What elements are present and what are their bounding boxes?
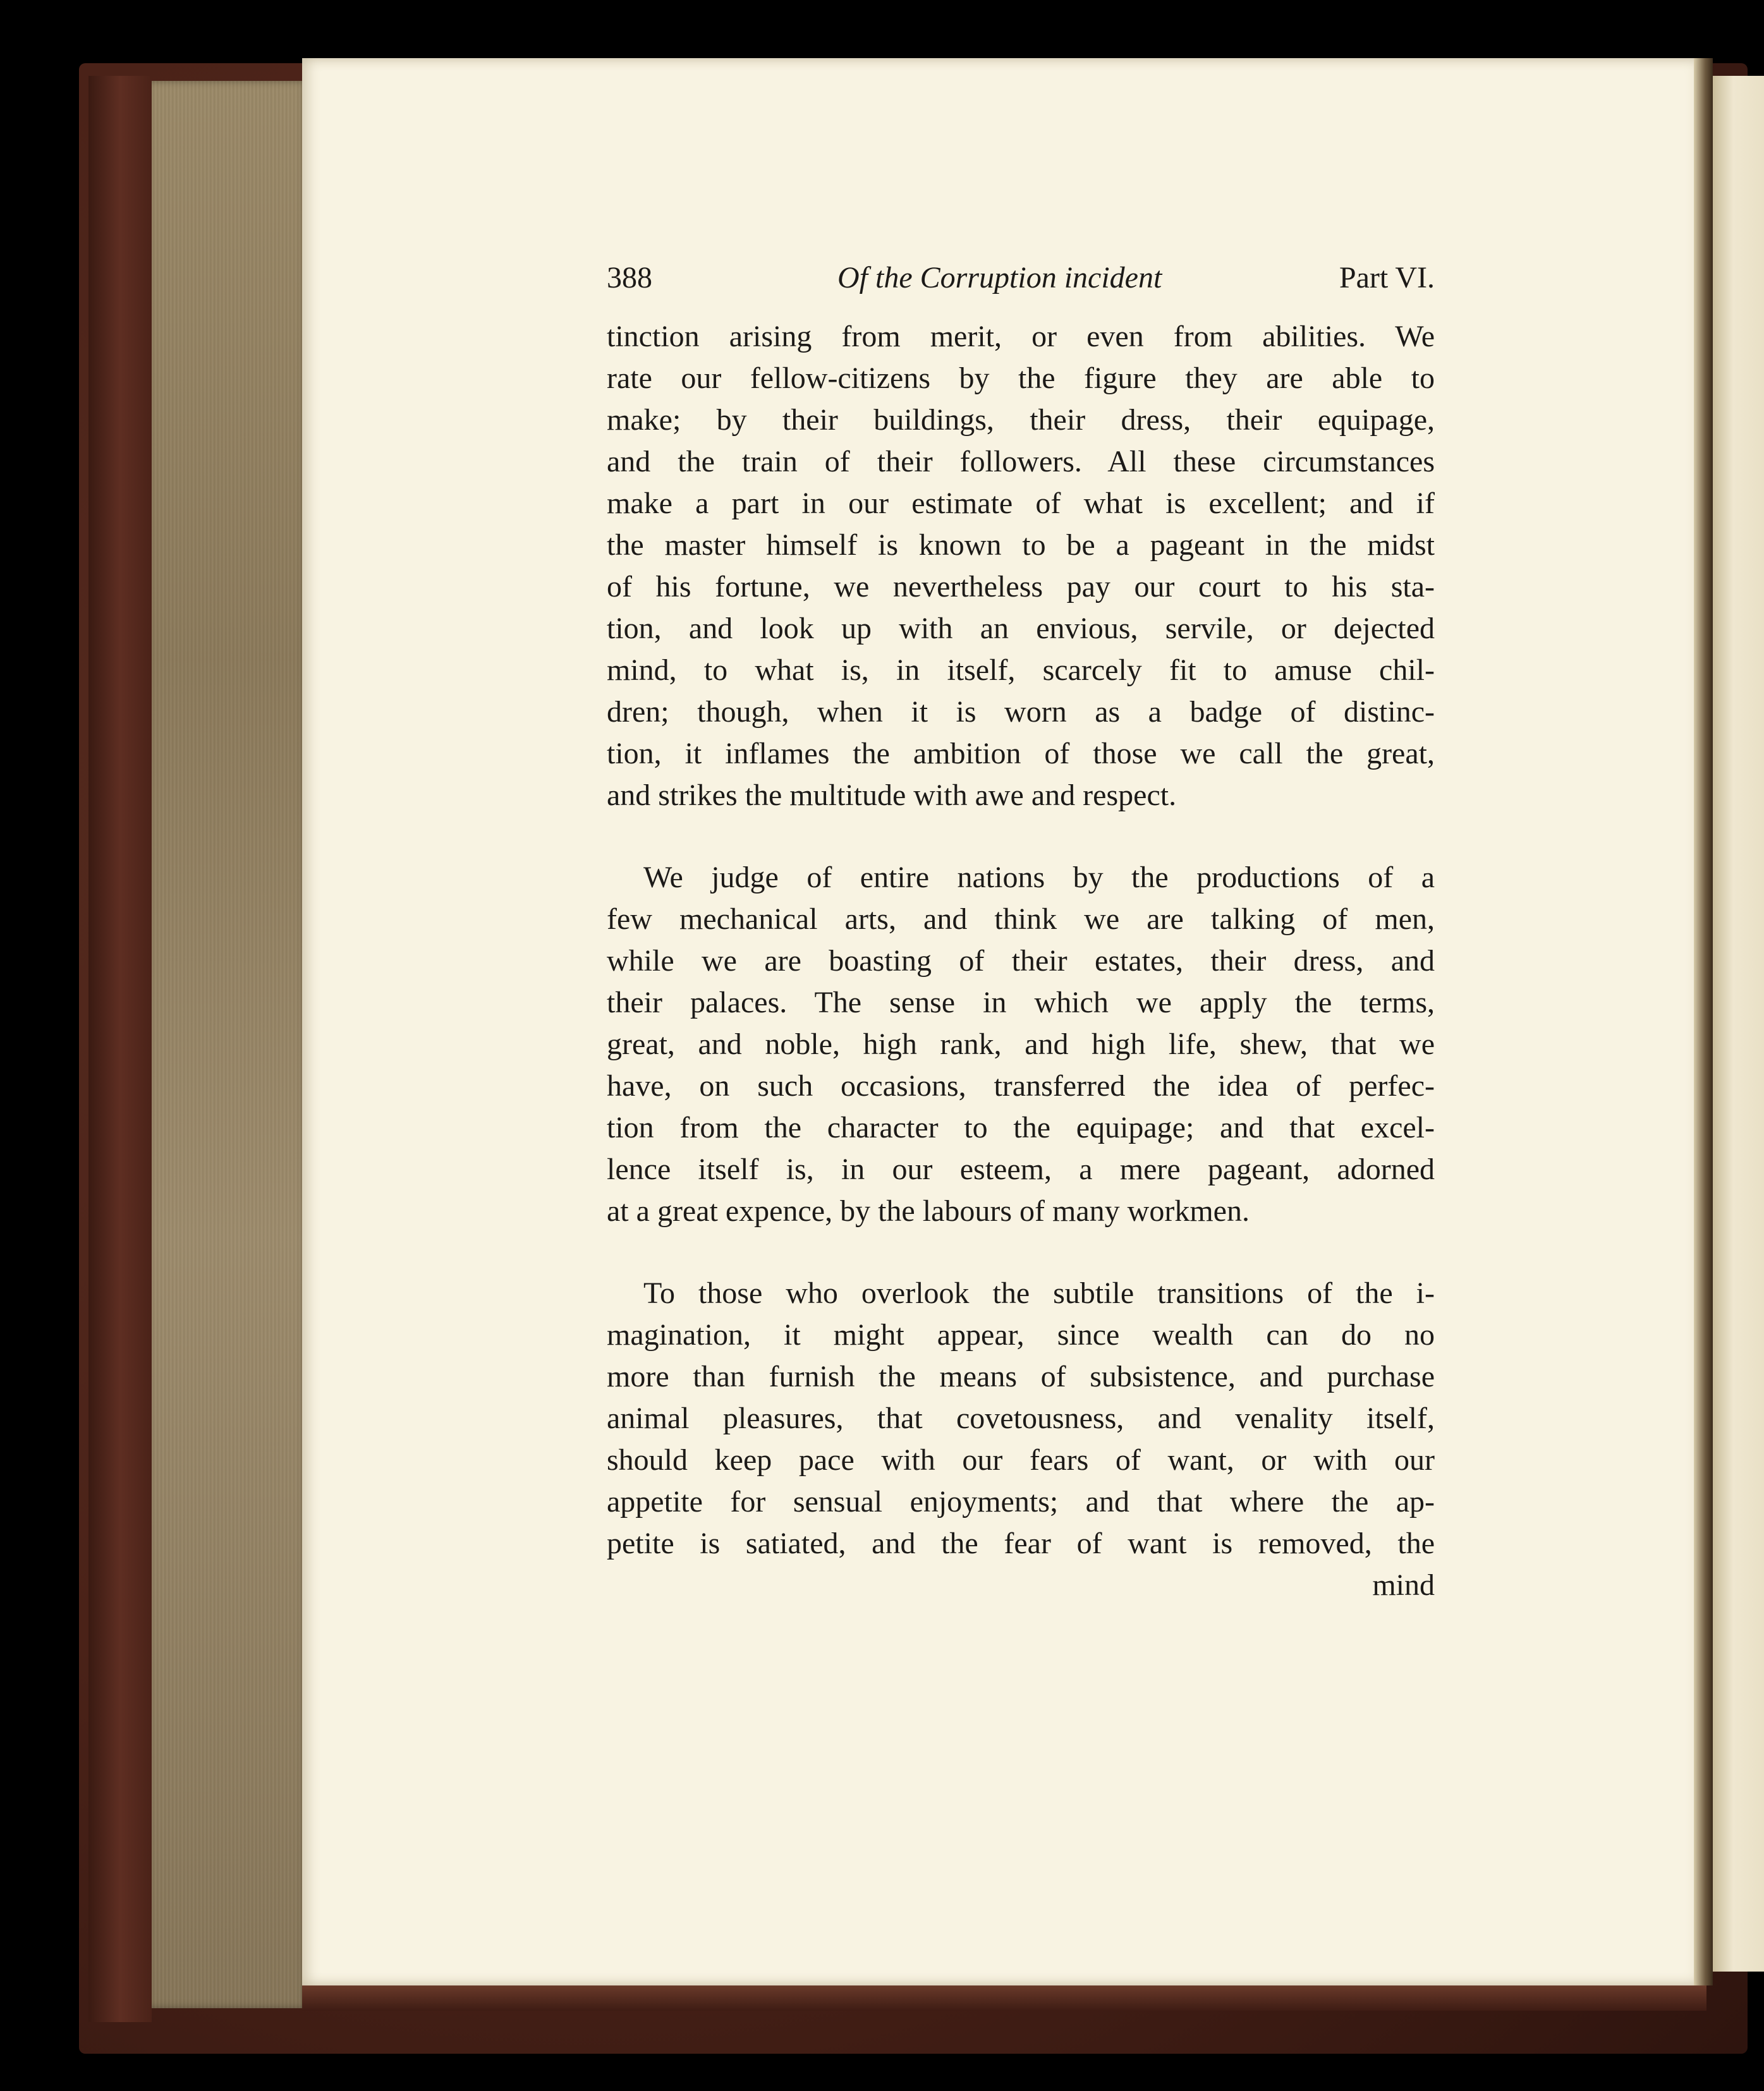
paragraph-gap xyxy=(607,816,1435,857)
part-label: Part VI. xyxy=(1339,261,1435,294)
text-line: and strikes the multitude with awe and respect. xyxy=(607,779,1177,812)
text-line: of his fortune, we nevertheless pay our court to his sta- xyxy=(607,570,1435,603)
text-line: at a great expence, by the labours of many workmen. xyxy=(607,1194,1250,1228)
cover-bottom-rim xyxy=(302,1985,1706,2011)
text-line: magination, it might appear, since wealth can do no xyxy=(607,1318,1435,1352)
text-line: their palaces. The sense in which we apply the terms, xyxy=(607,986,1435,1019)
text-line: tinction arising from merit, or even from abilities. We xyxy=(607,320,1435,353)
paragraph-gap xyxy=(607,1232,1435,1273)
text-line: the master himself is known to be a pageant in the midst xyxy=(607,528,1435,562)
paragraph-3 xyxy=(607,1273,1435,1565)
text-line: tion from the character to the equipage; and that excel- xyxy=(607,1111,1435,1144)
text-line: make; by their buildings, their dress, their equipage, xyxy=(607,403,1435,437)
text-line: tion, it inflames the ambition of those we call the great, xyxy=(607,737,1435,770)
text-line: great, and noble, high rank, and high life, shew, that we xyxy=(607,1027,1435,1061)
text-line: few mechanical arts, and think we are talking of men, xyxy=(607,902,1435,936)
cover-edge xyxy=(88,76,152,2022)
page-number: 388 xyxy=(607,261,652,294)
paragraph-1 xyxy=(607,316,1435,816)
text-line: should keep pace with our fears of want, or with our xyxy=(607,1443,1435,1477)
text-line: dren; though, when it is worn as a badge of distinc- xyxy=(607,695,1435,729)
text-line: animal pleasures, that covetousness, and venality itself, xyxy=(607,1402,1435,1435)
text-line: and the train of their followers. All these circumstances xyxy=(607,445,1435,478)
text-line: mind, to what is, in itself, scarcely fit to amuse chil- xyxy=(607,653,1435,687)
text-line: lence itself is, in our esteem, a mere pageant, adorned xyxy=(607,1153,1435,1186)
text-line: We judge of entire nations by the productions of a xyxy=(643,861,1435,894)
text-line: appetite for sensual enjoyments; and that where the ap- xyxy=(607,1485,1435,1518)
page-body xyxy=(607,316,1435,1606)
paragraph-2 xyxy=(607,857,1435,1232)
text-line: have, on such occasions, transferred the idea of perfec- xyxy=(607,1069,1435,1103)
page-gutter xyxy=(1694,58,1713,1985)
text-line: make a part in our estimate of what is excellent; and if xyxy=(607,487,1435,520)
text-line: while we are boasting of their estates, their dress, and xyxy=(607,944,1435,978)
page-edges xyxy=(152,81,310,2008)
catchword: mind xyxy=(1372,1568,1435,1602)
text-line: petite is satiated, and the fear of want is removed, the xyxy=(607,1527,1435,1560)
facing-page-edge xyxy=(1713,76,1764,1972)
running-header xyxy=(607,260,1435,305)
running-title: Of the Corruption incident xyxy=(837,261,1162,294)
text-line: rate our fellow-citizens by the figure they are able to xyxy=(607,361,1435,395)
text-line: tion, and look up with an envious, servile, or dejected xyxy=(607,612,1435,645)
text-line: To those who overlook the subtile transitions of the i- xyxy=(643,1276,1435,1310)
text-line: more than furnish the means of subsistence, and purchase xyxy=(607,1360,1435,1393)
